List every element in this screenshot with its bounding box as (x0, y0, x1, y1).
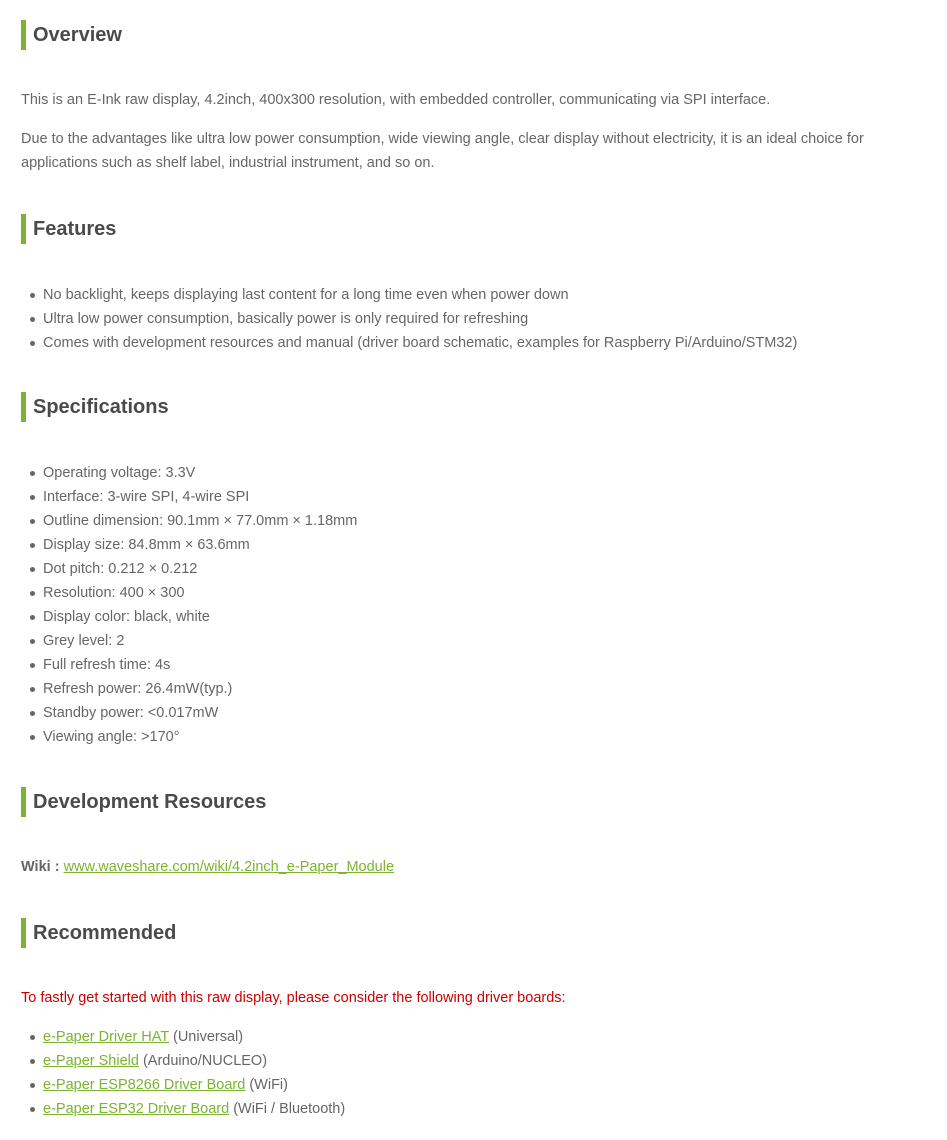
list-item: Full refresh time: 4s (21, 653, 357, 677)
shield-note: (Arduino/NUCLEO) (138, 1053, 268, 1069)
recommended-heading: Recommended (21, 918, 176, 948)
esp8266-board-note: (WiFi) (245, 1077, 288, 1093)
development-resources-heading: Development Resources (21, 787, 266, 817)
features-list (21, 283, 797, 355)
list-item: Ultra low power consumption, basically power is only required for refreshing (21, 307, 797, 331)
esp32-board-note: (WiFi / Bluetooth) (229, 1101, 346, 1117)
list-item: Display color: black, white (21, 605, 357, 629)
features-heading: Features (21, 214, 116, 244)
list-item: Dot pitch: 0.212 × 0.212 (21, 557, 357, 581)
specifications-heading: Specifications (21, 392, 169, 422)
list-item (21, 1049, 345, 1073)
list-item: Viewing angle: >170° (21, 725, 357, 749)
esp8266-board-link[interactable]: e-Paper ESP8266 Driver Board (43, 1077, 246, 1093)
overview-heading: Overview (21, 20, 122, 50)
wiki-line (21, 855, 394, 879)
esp32-board-link[interactable]: e-Paper ESP32 Driver Board (43, 1101, 230, 1117)
driver-hat-note: (Universal) (168, 1029, 244, 1045)
list-item: Display size: 84.8mm × 63.6mm (21, 533, 357, 557)
list-item: Refresh power: 26.4mW(typ.) (21, 677, 357, 701)
overview-paragraph-2-line-1: Due to the advantages like ultra low power consumption, wide viewing angle, clear display without electricity, it is an ideal choice for (21, 131, 864, 147)
list-item (21, 1073, 345, 1097)
list-item: Resolution: 400 × 300 (21, 581, 357, 605)
list-item: Grey level: 2 (21, 629, 357, 653)
driver-hat-link[interactable]: e-Paper Driver HAT (43, 1029, 169, 1045)
specifications-list (21, 461, 357, 749)
list-item: Standby power: <0.017mW (21, 701, 357, 725)
list-item: Outline dimension: 90.1mm × 77.0mm × 1.18mm (21, 509, 357, 533)
list-item: No backlight, keeps displaying last content for a long time even when power down (21, 283, 797, 307)
wiki-link[interactable]: www.waveshare.com/wiki/4.2inch_e-Paper_Module (63, 859, 395, 875)
overview-paragraph-2-line-2: applications such as shelf label, industrial instrument, and so on. (21, 155, 435, 171)
driver-boards-list (21, 1025, 345, 1121)
list-item: Operating voltage: 3.3V (21, 461, 357, 485)
shield-link[interactable]: e-Paper Shield (43, 1053, 139, 1069)
list-item: Interface: 3-wire SPI, 4-wire SPI (21, 485, 357, 509)
overview-paragraph-1: This is an E-Ink raw display, 4.2inch, 400x300 resolution, with embedded controller, communicating via SPI interface. (21, 92, 771, 108)
recommended-note: To fastly get started with this raw display, please consider the following driver boards: (21, 990, 566, 1006)
wiki-label: Wiki : (21, 859, 60, 875)
list-item: Comes with development resources and manual (driver board schematic, examples for Raspberry Pi/Arduino/STM32) (21, 331, 797, 355)
list-item (21, 1025, 345, 1049)
list-item (21, 1097, 345, 1121)
